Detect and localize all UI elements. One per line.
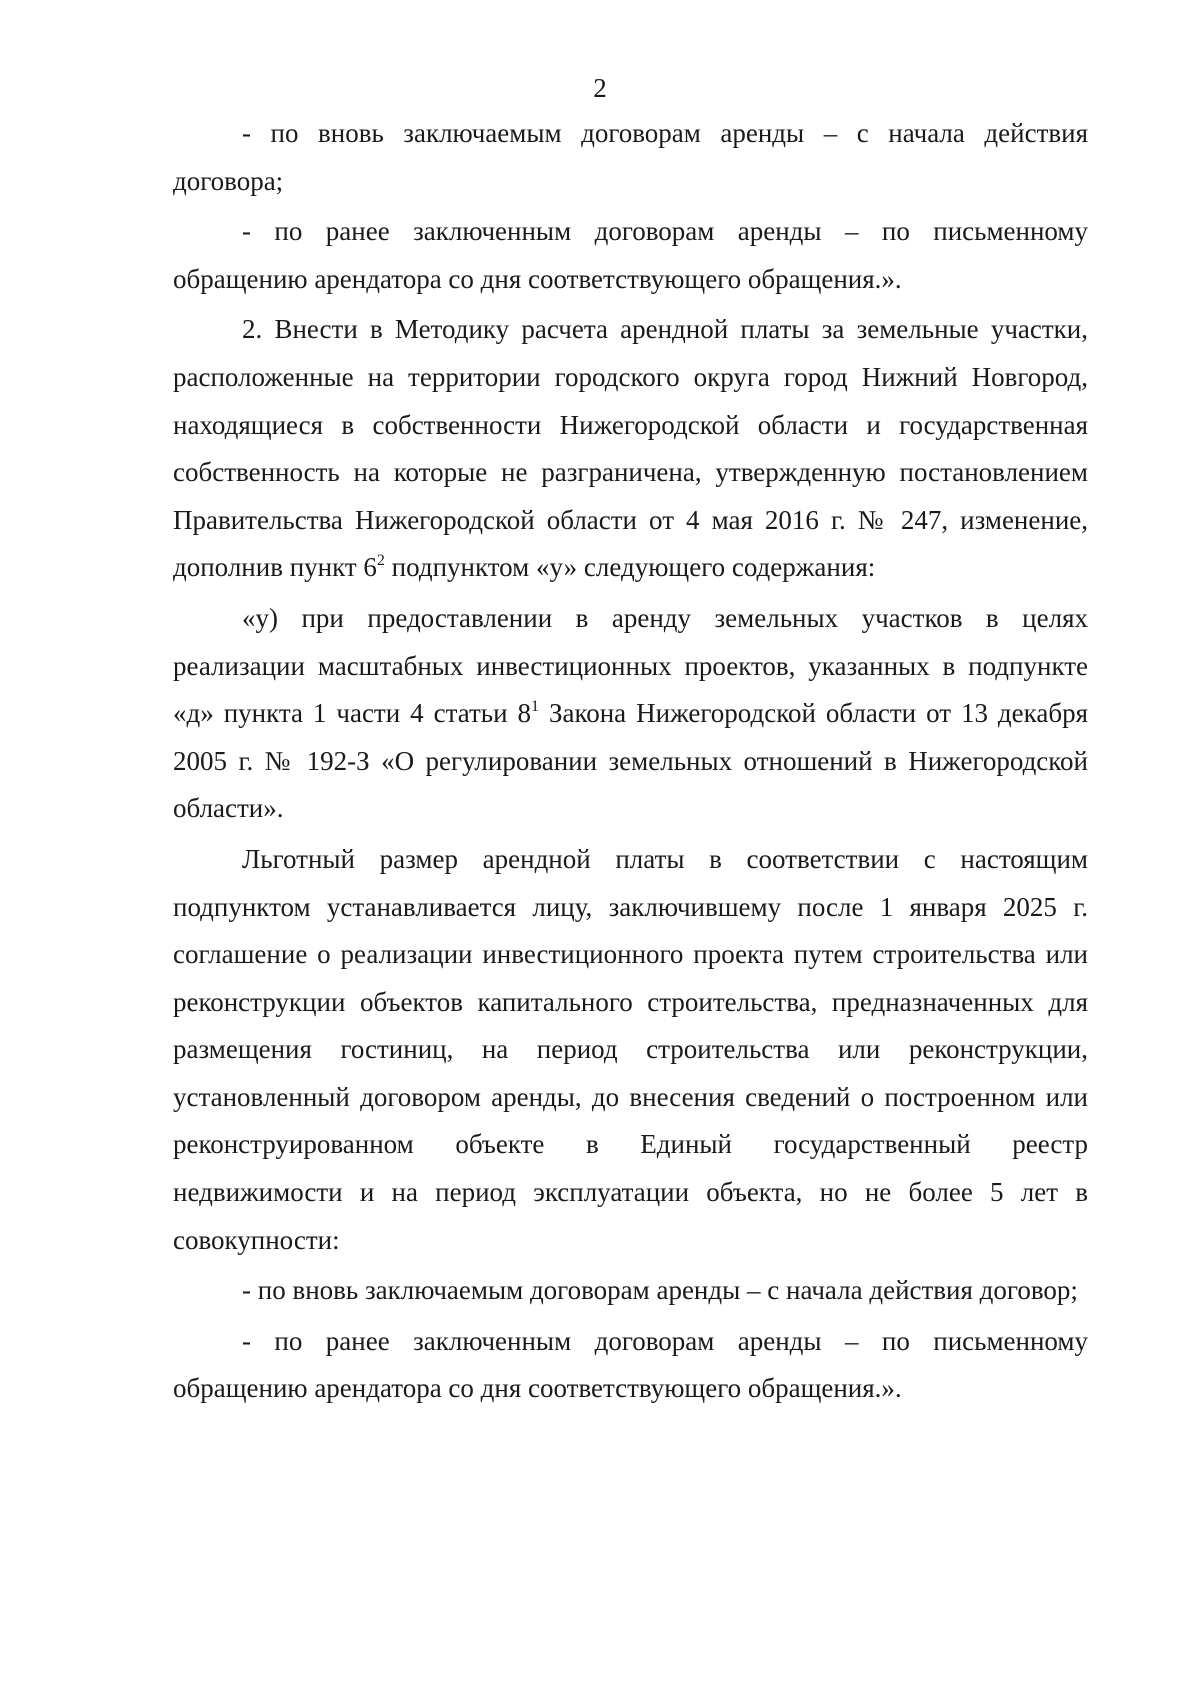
- subitem-u-text: «у) при предоставлении в аренду земельных участков в целях реализации масштабных инвестиционных проектов, указанных в подпункте «д» пункта 1 части 4 статьи 8: [173, 602, 1088, 729]
- item-2-text-end: подпунктом «у» следующего содержания:: [384, 552, 876, 583]
- subitem-u-text-end: Закона Нижегородской области от 13 декабря 2005 г. № 192-З «О регулировании земельных отношений в Нижегородской области».: [173, 698, 1088, 824]
- paragraph-item-2: [173, 306, 1088, 592]
- paragraph-preferential-rent: Льготный размер арендной платы в соответствии с настоящим подпунктом устанавливается лицу, заключившему после 1 января 2025 г. соглашение о реализации инвестиционного проекта путем строительства или реконструкции объектов капитального строительства, предназначенных для размещения гостиниц, на период строительства или реконструкции, установленный договором аренды, до внесения сведений о построенном или реконструированном объекте в Единый государственный реестр недвижимости и на период эксплуатации объекта, но не более 5 лет в совокупности:: [173, 843, 1088, 1255]
- paragraph-new-leases-2: - по вновь заключаемым договорам аренды – с начала действия договор;: [242, 1275, 1078, 1306]
- document-body: [173, 110, 1088, 1413]
- paragraph-new-leases-1: - по вновь заключаемым договорам аренды – с начала действия договора;: [173, 118, 1088, 196]
- superscript-8-1: 1: [531, 697, 540, 715]
- paragraph-existing-leases-2: - по ранее заключенным договорам аренды – по письменному обращению арендатора со дня соответствующего обращения.».: [173, 1325, 1088, 1404]
- page-number: 2: [593, 73, 607, 103]
- paragraph-existing-leases-1: - по ранее заключенным договорам аренды – по письменному обращению арендатора со дня соответствующего обращения.».: [173, 216, 1088, 294]
- paragraph-subitem-u: [173, 595, 1088, 833]
- item-2-text: 2. Внести в Методику расчета арендной платы за земельные участки, расположенные на территории городского округа город Нижний Новгород, находящиеся в собственности Нижегородской области и государственная собственность на которые не разграничена, утвержденную постановлением Правительства Нижегородской области от 4 мая 2016 г. № 247, изменение, дополнив пункт 6: [173, 314, 1088, 583]
- superscript-6-2: 2: [376, 552, 385, 570]
